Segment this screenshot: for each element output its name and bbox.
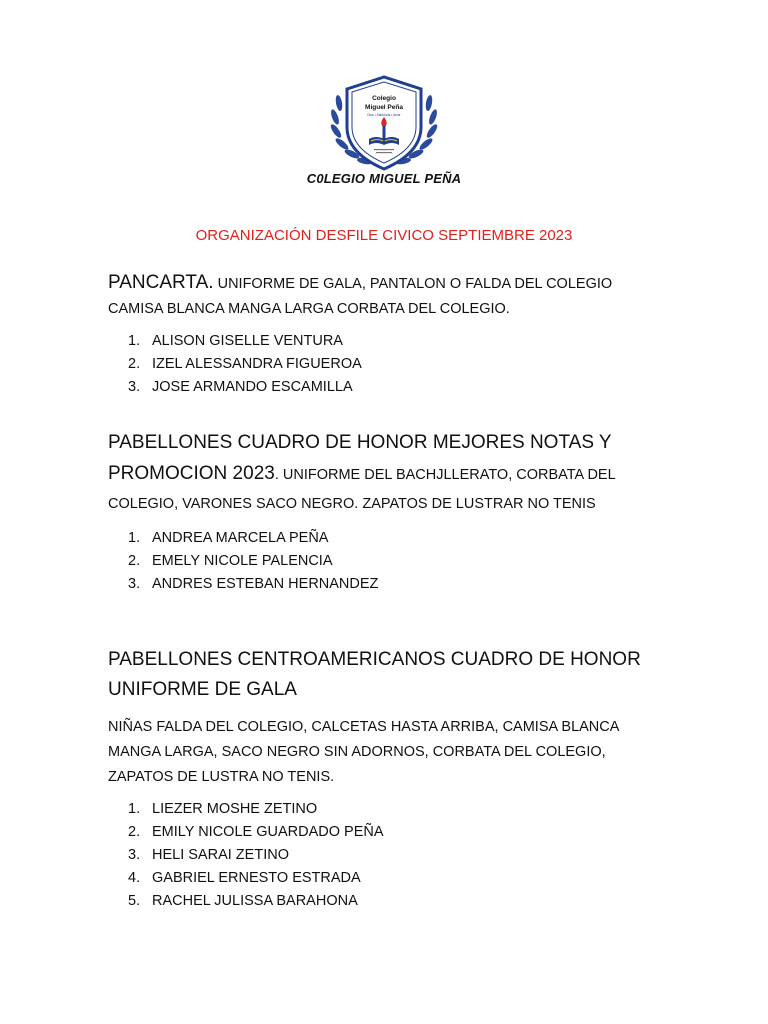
list-item <box>108 867 668 890</box>
student-name: RACHEL JULISSA BARAHONA <box>152 893 358 909</box>
student-name: ALISON GISELLE VENTURA <box>152 333 343 349</box>
section-description: NIÑAS FALDA DEL COLEGIO, CALCETAS HASTA ARRIBA, CAMISA BLANCA MANGA LARGA, SACO NEGRO SIN ADORNOS, CORBATA DEL COLEGIO, ZAPATOS DE LUSTRA NO TENIS. <box>108 719 619 785</box>
item-number: 3. <box>128 379 141 395</box>
item-number: 2. <box>128 553 141 569</box>
list-item <box>108 890 668 913</box>
list-item <box>108 527 668 550</box>
section-pabellones-centroamericanos <box>108 645 668 913</box>
list-item <box>108 844 668 867</box>
student-name: LIEZER MOSHE ZETINO <box>152 801 318 817</box>
student-list <box>108 798 668 913</box>
section-heading: PABELLONES CUADRO DE HONOR MEJORES NOTAS Y PROMOCION 2023 <box>108 432 612 484</box>
student-name: HELI SARAI ZETINO <box>152 847 289 863</box>
svg-text:Colegio: Colegio <box>372 95 396 102</box>
list-item <box>108 798 668 821</box>
section-description: UNIFORME DE GALA, PANTALON O FALDA DEL COLEGIO CAMISA BLANCA MANGA LARGA CORBATA DEL COLEGIO. <box>108 276 613 317</box>
student-name: ANDRES ESTEBAN HERNANDEZ <box>152 576 379 592</box>
item-number: 1. <box>128 333 141 349</box>
item-number: 5. <box>128 893 141 909</box>
section-heading: PANCARTA. <box>108 272 214 293</box>
school-crest-logo <box>325 73 443 173</box>
school-name: C0LEGIO MIGUEL PEÑA <box>306 171 462 186</box>
section-heading-block <box>108 268 668 322</box>
student-name: EMELY NICOLE PALENCIA <box>152 553 333 569</box>
svg-text:Dios • Sabiduría • Amor: Dios • Sabiduría • Amor <box>367 113 401 117</box>
section-description: . UNIFORME DEL BACHJLLERATO, CORBATA DEL COLEGIO, VARONES SACO NEGRO. ZAPATOS DE LUSTRAR NO TENIS <box>108 467 616 512</box>
student-name: JOSE ARMANDO ESCAMILLA <box>152 379 353 395</box>
item-number: 4. <box>128 870 141 886</box>
student-name: IZEL ALESSANDRA FIGUEROA <box>152 356 362 372</box>
svg-text:Miguel Peña: Miguel Peña <box>365 104 403 111</box>
section-heading: PABELLONES CENTROAMERICANOS CUADRO DE HONOR UNIFORME DE GALA <box>108 649 641 700</box>
item-number: 2. <box>128 824 141 840</box>
student-name: GABRIEL ERNESTO ESTRADA <box>152 870 361 886</box>
list-item <box>108 353 668 376</box>
item-number: 1. <box>128 530 141 546</box>
list-item <box>108 821 668 844</box>
student-name: EMILY NICOLE GUARDADO PEÑA <box>152 824 384 840</box>
list-item <box>108 376 668 399</box>
item-number: 1. <box>128 801 141 817</box>
item-number: 3. <box>128 576 141 592</box>
item-number: 3. <box>128 847 141 863</box>
list-item <box>108 573 668 596</box>
section-pancarta <box>108 268 668 399</box>
item-number: 2. <box>128 356 141 372</box>
section-pabellones-honor <box>108 428 668 596</box>
student-name: ANDREA MARCELA PEÑA <box>152 530 329 546</box>
student-list <box>108 527 668 596</box>
list-item <box>108 330 668 353</box>
section-heading-block <box>108 428 668 519</box>
list-item <box>108 550 668 573</box>
document-title: ORGANIZACIÓN DESFILE CIVICO SEPTIEMBRE 2023 <box>195 227 573 244</box>
student-list <box>108 330 668 399</box>
